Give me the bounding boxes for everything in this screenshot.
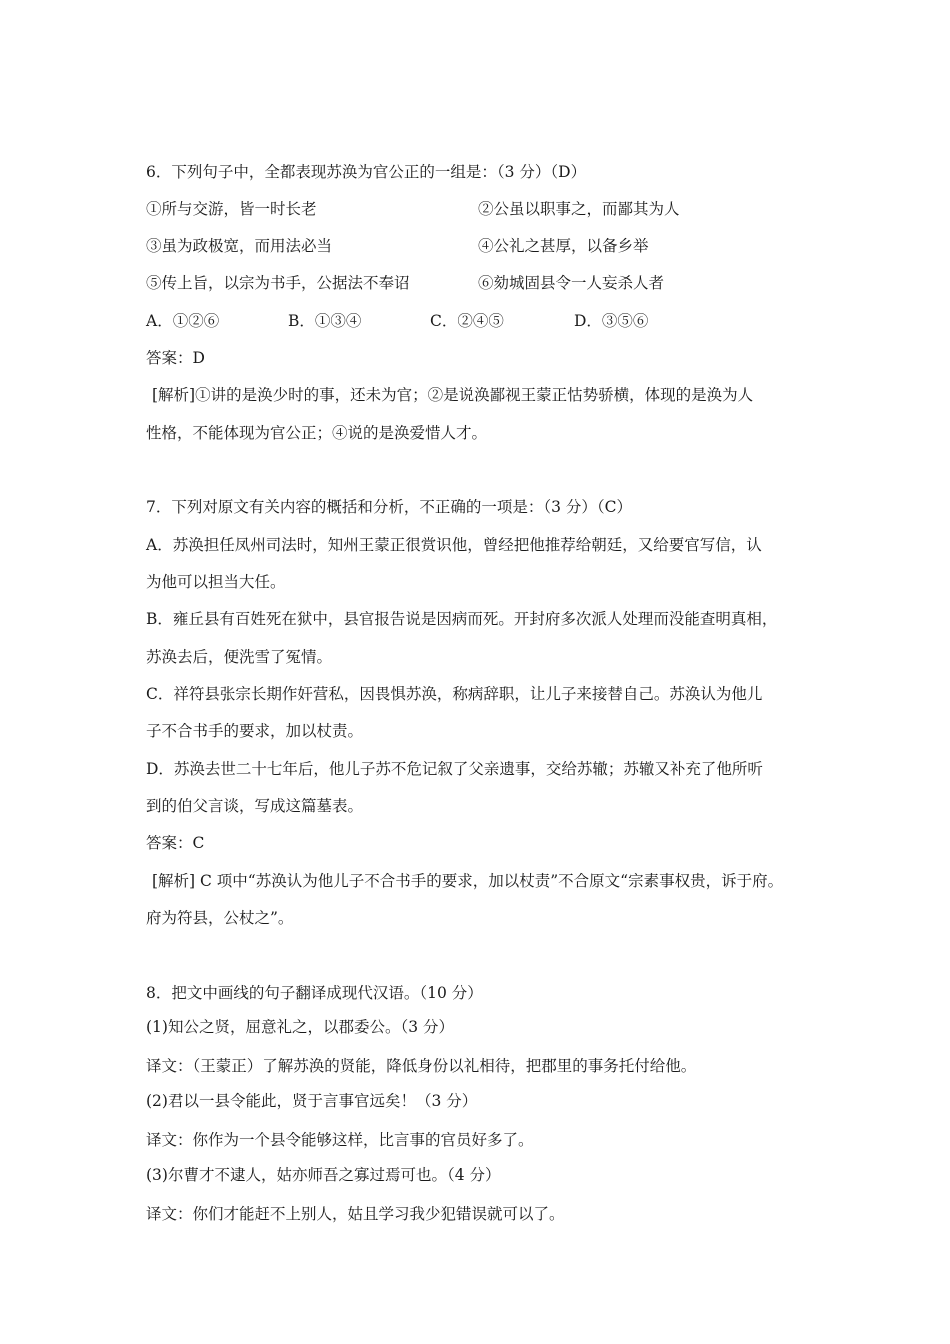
- q8-item-2-translation: 译文：你作为一个县令能够这样，比言事的官员好多了。: [146, 1131, 534, 1149]
- q7-line-4: 苏涣去后，便洗雪了冤情。: [146, 648, 333, 666]
- q7-analysis-line-1: [解析] C 项中“苏涣认为他儿子不合书手的要求，加以杖责”不合原文“宗素事权贵，诉于府。: [152, 872, 784, 890]
- q6-answer: 答案：D: [146, 349, 205, 367]
- q6-choice-d: D．③⑤⑥: [574, 312, 649, 330]
- q7-line-2: 为他可以担当大任。: [146, 573, 286, 591]
- q7-line-5: C．祥符县张宗长期作奸营私，因畏惧苏涣，称病辞职，让儿子来接替自己。苏涣认为他儿: [146, 685, 763, 703]
- q8-item-1-translation: 译文：（王蒙正）了解苏涣的贤能，降低身份以礼相待，把郡里的事务托付给他。: [146, 1057, 697, 1075]
- q6-analysis-line-1: [解析]①讲的是涣少时的事，还未为官；②是说涣鄙视王蒙正怙势骄横，体现的是涣为人: [152, 386, 754, 404]
- q6-option-5: ⑤传上旨，以宗为书手，公据法不奉诏: [146, 274, 410, 292]
- q6-option-3: ③虽为政极宽，而用法必当: [146, 237, 333, 255]
- q7-stem: 7．下列对原文有关内容的概括和分析，不正确的一项是：（3 分）（C）: [146, 498, 633, 516]
- q6-analysis-line-2: 性格，不能体现为官公正；④说的是涣爱惜人才。: [146, 424, 488, 442]
- q6-choice-c: C．②④⑤: [430, 312, 504, 330]
- q6-option-1: ①所与交游，皆一时长老: [146, 200, 317, 218]
- q6-option-2: ②公虽以职事之，而鄙其为人: [478, 200, 680, 218]
- q6-choice-a: A．①②⑥: [146, 312, 220, 330]
- q7-line-1: A．苏涣担任凤州司法时，知州王蒙正很赏识他，曾经把他推荐给朝廷，又给要官写信，认: [146, 536, 762, 554]
- q6-option-6: ⑥劾城固县令一人妄杀人者: [478, 274, 665, 292]
- q8-item-2-question: (2)君以一县令能此，贤于言事官远矣！（3 分）: [146, 1092, 478, 1110]
- q7-line-7: D．苏涣去世二十七年后，他儿子苏不危记叙了父亲遗事，交给苏辙；苏辙又补充了他所听: [146, 760, 763, 778]
- q7-line-3: B．雍丘县有百姓死在狱中，县官报告说是因病而死。开封府多次派人处理而没能查明真相，: [146, 610, 778, 628]
- q7-line-8: 到的伯父言谈，写成这篇墓表。: [146, 797, 364, 815]
- q6-stem: 6．下列句子中，全都表现苏涣为官公正的一组是：（3 分）（D）: [146, 163, 587, 181]
- q7-answer: 答案：C: [146, 834, 205, 852]
- q8-item-1-question: (1)知公之贤，屈意礼之，以郡委公。（3 分）: [146, 1018, 454, 1036]
- q8-item-3-question: (3)尔曹才不逮人，姑亦师吾之寡过焉可也。（4 分）: [146, 1166, 501, 1184]
- q6-choice-b: B．①③④: [288, 312, 362, 330]
- q8-item-3-translation: 译文：你们才能赶不上别人，姑且学习我少犯错误就可以了。: [146, 1205, 565, 1223]
- q7-line-6: 子不合书手的要求，加以杖责。: [146, 722, 364, 740]
- q6-option-4: ④公礼之甚厚，以备乡举: [478, 237, 649, 255]
- q7-analysis-line-2: 府为符县，公杖之”。: [146, 909, 294, 927]
- q8-stem: 8．把文中画线的句子翻译成现代汉语。（10 分）: [146, 984, 483, 1002]
